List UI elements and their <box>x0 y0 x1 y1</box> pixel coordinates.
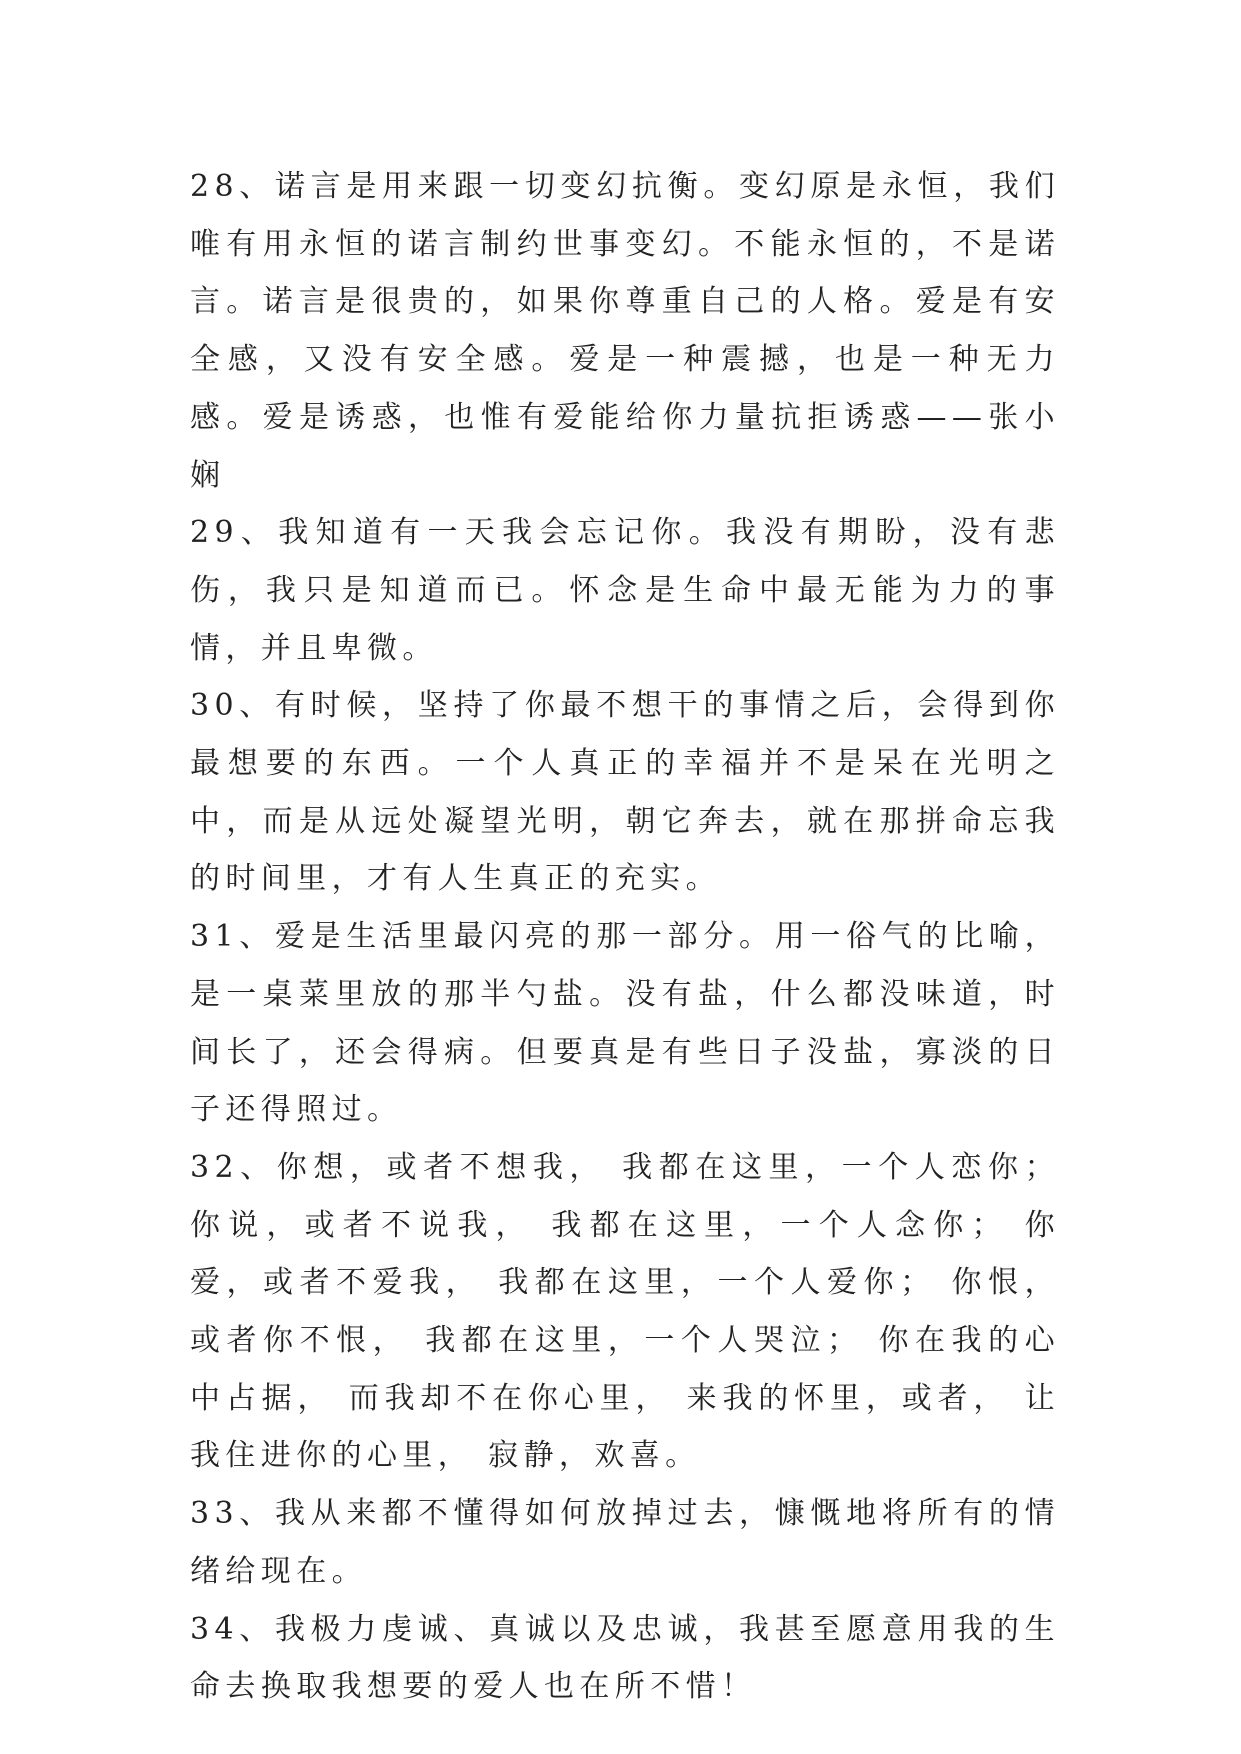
paragraph-32: 32、你想，或者不想我， 我都在这里，一个人恋你； 你说，或者不说我， 我都在这里，一个人念你； 你爱，或者不爱我， 我都在这里，一个人爱你； 你恨，或者你不恨， 我都在这里，一个人哭泣； 你在我的心中占据， 而我却不在你心里， 来我的怀里，或者， 让我住进你的心里， 寂静，欢喜。 <box>190 1149 1060 1474</box>
paragraph-33: 33、我从来都不懂得如何放掉过去，慷慨地将所有的情绪给现在。 <box>190 1496 1060 1589</box>
paragraph-30: 30、有时候，坚持了你最不想干的事情之后，会得到你最想要的东西。一个人真正的幸福并不是呆在光明之中，而是从远处凝望光明，朝它奔去，就在那拼命忘我的时间里，才有人生真正的充实。 <box>190 688 1060 897</box>
paragraph-34: 34、我极力虔诚、真诚以及忠诚，我甚至愿意用我的生命去换取我想要的爱人也在所不惜！ <box>190 1611 1060 1705</box>
paragraph-29: 29、我知道有一天我会忘记你。我没有期盼，没有悲伤，我只是知道而已。怀念是生命中最无能为力的事情，并且卑微。 <box>190 515 1060 666</box>
paragraph-28: 28、诺言是用来跟一切变幻抗衡。变幻原是永恒，我们唯有用永恒的诺言制约世事变幻。不能永恒的，不是诺言。诺言是很贵的，如果你尊重自己的人格。爱是有安全感，又没有安全感。爱是一种震撼，也是一种无力感。爱是诱惑，也惟有爱能给你力量抗拒诱惑——张小娴 <box>190 169 1060 493</box>
paragraph-31: 31、爱是生活里最闪亮的那一部分。用一俗气的比喻，是一桌菜里放的那半勺盐。没有盐，什么都没味道，时间长了，还会得病。但要真是有些日子没盐，寡淡的日子还得照过。 <box>190 919 1060 1128</box>
document-body <box>190 158 1060 1716</box>
